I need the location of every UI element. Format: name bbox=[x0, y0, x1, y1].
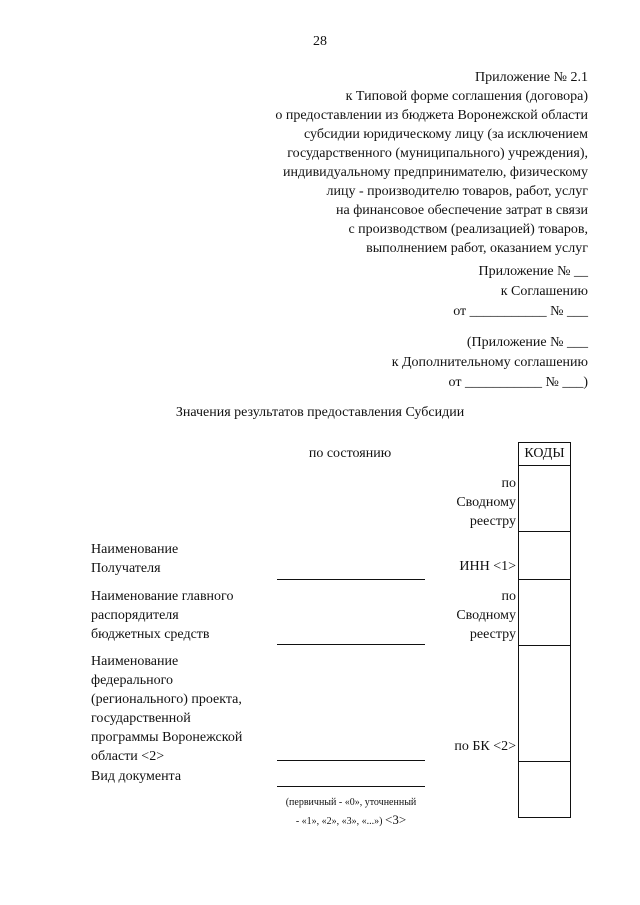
page-number: 28 bbox=[313, 34, 327, 49]
bk-label: по БК <2> bbox=[454, 739, 516, 754]
as-of-label: по состоянию bbox=[308, 446, 392, 461]
annex-line: с производством (реализацией) товаров, bbox=[348, 222, 588, 237]
doc-type-hint-text: - «1», «2», «3», «...») bbox=[295, 816, 383, 827]
registry-label-line: Сводному bbox=[456, 608, 516, 623]
document-title: Значения результатов предоставления Субсидии bbox=[175, 405, 465, 420]
doc-type-hint bbox=[262, 794, 440, 830]
doc-type-hint-line: (первичный - «0», уточненный bbox=[285, 797, 417, 808]
codes-row-divider bbox=[519, 531, 570, 532]
annex-line: индивидуальному предпринимателю, физическому bbox=[282, 165, 588, 180]
annex-line: к Типовой форме соглашения (договора) bbox=[345, 89, 588, 104]
project-label-line: (регионального) проекта, bbox=[91, 692, 242, 707]
manager-label bbox=[91, 587, 233, 644]
project-underline bbox=[277, 760, 425, 761]
doc-type-hint-line bbox=[262, 811, 440, 830]
registry-label-1 bbox=[456, 474, 516, 531]
annex-line: о предоставлении из бюджета Воронежской области bbox=[275, 108, 588, 123]
additional-annex-line: к Дополнительному соглашению bbox=[391, 355, 588, 370]
additional-annex-line: от ___________ № ___) bbox=[448, 375, 588, 390]
manager-label-line: Наименование главного bbox=[91, 589, 234, 604]
project-label-line: области <2> bbox=[91, 749, 165, 764]
annex-line: лицу - производителю товаров, работ, услуг bbox=[326, 184, 588, 199]
registry-label-2 bbox=[456, 587, 516, 644]
project-label-line: Наименование bbox=[91, 654, 179, 669]
codes-table bbox=[518, 442, 571, 818]
registry-label-line: по bbox=[501, 476, 516, 491]
project-label bbox=[91, 652, 242, 766]
agreement-annex bbox=[453, 262, 588, 322]
additional-annex bbox=[392, 333, 588, 393]
agreement-annex-line: к Соглашению bbox=[500, 284, 588, 299]
project-label-line: федерального bbox=[91, 673, 174, 688]
inn-label: ИНН <1> bbox=[459, 559, 516, 574]
codes-header: КОДЫ bbox=[524, 446, 565, 461]
manager-label-line: бюджетных средств bbox=[91, 627, 210, 642]
annex-line: Приложение № 2.1 bbox=[475, 70, 588, 85]
agreement-annex-line: от ___________ № ___ bbox=[453, 304, 588, 319]
annex-line: выполнением работ, оказанием услуг bbox=[366, 241, 588, 256]
recipient-label-line: Получателя bbox=[91, 561, 161, 576]
annex-line: государственного (муниципального) учреждения), bbox=[287, 146, 588, 161]
recipient-underline bbox=[277, 579, 425, 580]
codes-row-divider bbox=[519, 645, 570, 646]
annex-line: на финансовое обеспечение затрат в связи bbox=[336, 203, 588, 218]
codes-row-divider bbox=[519, 579, 570, 580]
annex-header bbox=[275, 68, 588, 258]
registry-label-line: по bbox=[501, 589, 516, 604]
doc-type-hint-ref: <3> bbox=[385, 812, 407, 827]
registry-label-line: реестру bbox=[469, 514, 516, 529]
codes-row-divider bbox=[519, 761, 570, 762]
manager-underline bbox=[277, 644, 425, 645]
project-label-line: программы Воронежской bbox=[91, 730, 243, 745]
agreement-annex-line: Приложение № __ bbox=[478, 264, 588, 279]
annex-line: субсидии юридическому лицу (за исключением bbox=[304, 127, 588, 142]
registry-label-line: реестру bbox=[469, 627, 516, 642]
doc-type-underline bbox=[277, 786, 425, 787]
doc-type-label: Вид документа bbox=[91, 769, 182, 784]
recipient-label bbox=[91, 540, 178, 578]
registry-label-line: Сводному bbox=[456, 495, 516, 510]
manager-label-line: распорядителя bbox=[91, 608, 179, 623]
codes-row-divider bbox=[519, 465, 570, 466]
additional-annex-line: (Приложение № ___ bbox=[466, 335, 588, 350]
recipient-label-line: Наименование bbox=[91, 542, 179, 557]
project-label-line: государственной bbox=[91, 711, 191, 726]
